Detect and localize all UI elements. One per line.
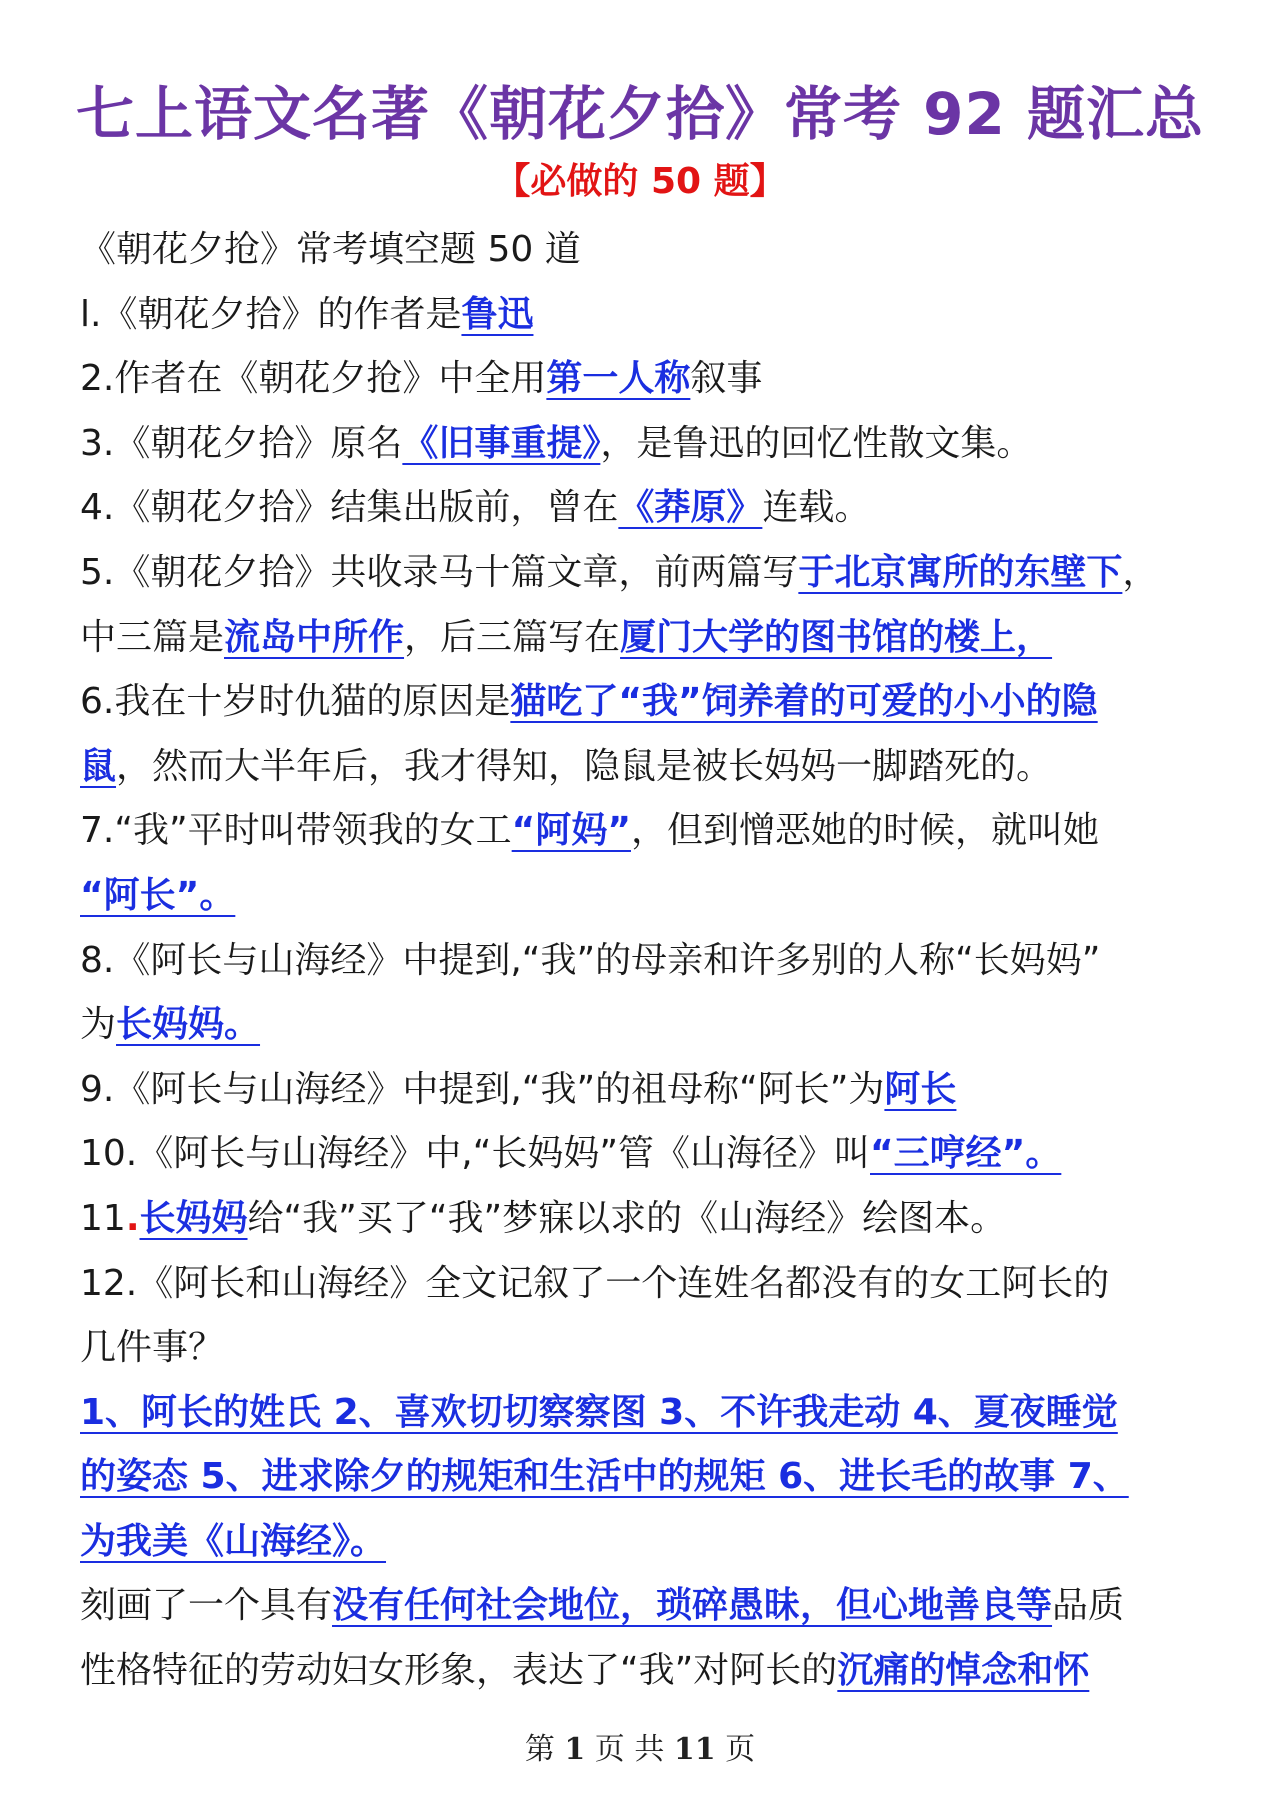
question-line [80,1574,1210,1639]
question-text: 4.《朝花夕拾》结集出版前，曾在 [80,487,619,529]
answer-text: 阿长 [884,1068,957,1110]
question-line [80,476,1210,541]
answer-text: 第一人称 [546,358,691,400]
question-text: 10.《阿长与山海经》中,“长妈妈”管《山海径》叫 [80,1133,870,1175]
question-text: 品质 [1052,1585,1125,1627]
answer-text: 的姿态 5、进求除夕的规矩和生活中的规矩 6、进长毛的故事 7、 [80,1456,1129,1498]
question-line [80,1058,1210,1123]
question-text: 中三篇是 [80,616,225,658]
footer-word: 页 [725,1732,756,1767]
question-text: 性格特征的劳动妇女形象，表达了“我”对阿长的 [80,1650,838,1692]
document-subtitle: 【必做的 50 题】 [494,161,786,202]
question-line [80,1316,1210,1381]
question-line [80,799,1210,864]
question-list [80,218,1210,1704]
question-text: 刻画了一个具有 [80,1585,333,1627]
question-text: 3.《朝花夕拾》原名 [80,422,403,464]
question-text: 5.《朝花夕拾》共收录马十篇文章，前两篇写 [80,551,799,593]
answer-text: 猫吃了“我”饲养着的可爱的小小的隐 [510,681,1098,723]
answer-text: 1、阿长的姓氏 2、喜欢切切察察图 3、不许我走动 4、夏夜睡觉 [80,1391,1118,1433]
total-pages: 11 [673,1732,716,1767]
answer-text: “阿妈” [511,810,631,852]
answer-text: 长妈妈。 [116,1004,261,1046]
section-heading: 《朝花夕抢》常考填空题 50 道 [80,229,581,270]
page-footer [0,1730,1280,1770]
document-title: 七上语文名著《朝花夕拾》常考 92 题汇总 [75,80,1205,148]
question-line [80,735,1210,800]
answer-text: 《莽原》 [618,487,763,529]
question-line [80,1639,1210,1704]
answer-text: 于北京寓所的东壁下 [798,551,1123,593]
answer-text: 《旧事重提》 [402,422,601,464]
question-text: l.《朝花夕拾》的作者是 [80,293,462,335]
answer-text: 流岛中所作 [224,616,405,658]
answer-text: 沉痛的悼念和怀 [837,1650,1090,1692]
footer-word: 页 [594,1732,625,1767]
answer-text: 没有任何社会地位，琐碎愚昧，但心地善良等 [332,1585,1053,1627]
question-line [80,929,1210,994]
question-line [80,1445,1210,1510]
question-line [80,993,1210,1058]
answer-text: 为我美《山海经》。 [80,1520,387,1562]
question-text: ，后三篇写在 [404,616,621,658]
answer-text: 厦门大学的图书馆的楼上， [620,616,1053,658]
question-text: ， [1122,551,1159,593]
answer-text: 鼠 [80,745,117,787]
question-line [80,347,1210,412]
question-text: 为 [80,1004,117,1046]
question-text: 11 [80,1197,126,1239]
question-text: ，是鲁迅的回忆性散文集。 [600,422,1033,464]
question-line [80,864,1210,929]
question-line [80,1381,1210,1446]
question-text: 叙事 [690,358,763,400]
answer-text: “阿长”。 [80,874,236,916]
question-text: ，但到憎恶她的时候，就叫她 [630,810,1099,852]
question-line [80,283,1210,348]
question-text: 12.《阿长和山海经》全文记叙了一个连姓名都没有的女工阿长的 [80,1262,1110,1304]
question-text: 8.《阿长与山海经》中提到,“我”的母亲和许多别的人称“长妈妈” [80,939,1101,981]
question-lines [80,283,1210,1704]
question-text: 连载。 [762,487,871,529]
page-number: 1 [564,1732,586,1767]
question-line [80,670,1210,735]
answer-text: 长妈妈 [139,1197,248,1239]
footer-word: 共 [634,1732,665,1767]
footer-word: 第 [524,1732,555,1767]
answer-text: “三哼经”。 [870,1133,1062,1175]
question-text: 6.我在十岁时仇猫的原因是 [80,681,511,723]
question-line [80,1187,1210,1252]
question-text: 2.作者在《朝花夕抢》中全用 [80,358,547,400]
question-line [80,606,1210,671]
question-text: ，然而大半年后，我才得知，隐鼠是被长妈妈一脚踏死的。 [116,745,1053,787]
question-text: 几件事？ [80,1327,225,1369]
question-line [80,412,1210,477]
question-text: 给“我”买了“我”梦寐以求的《山海经》绘图本。 [247,1197,1007,1239]
question-line [80,1510,1210,1575]
question-line [80,1252,1210,1317]
question-line [80,541,1210,606]
question-text: 9.《阿长与山海经》中提到,“我”的祖母称“阿长”为 [80,1068,885,1110]
question-text: 7.“我”平时叫带领我的女工 [80,810,512,852]
question-line [80,1122,1210,1187]
answer-text: 鲁迅 [461,293,534,335]
red-mark: . [125,1197,140,1239]
